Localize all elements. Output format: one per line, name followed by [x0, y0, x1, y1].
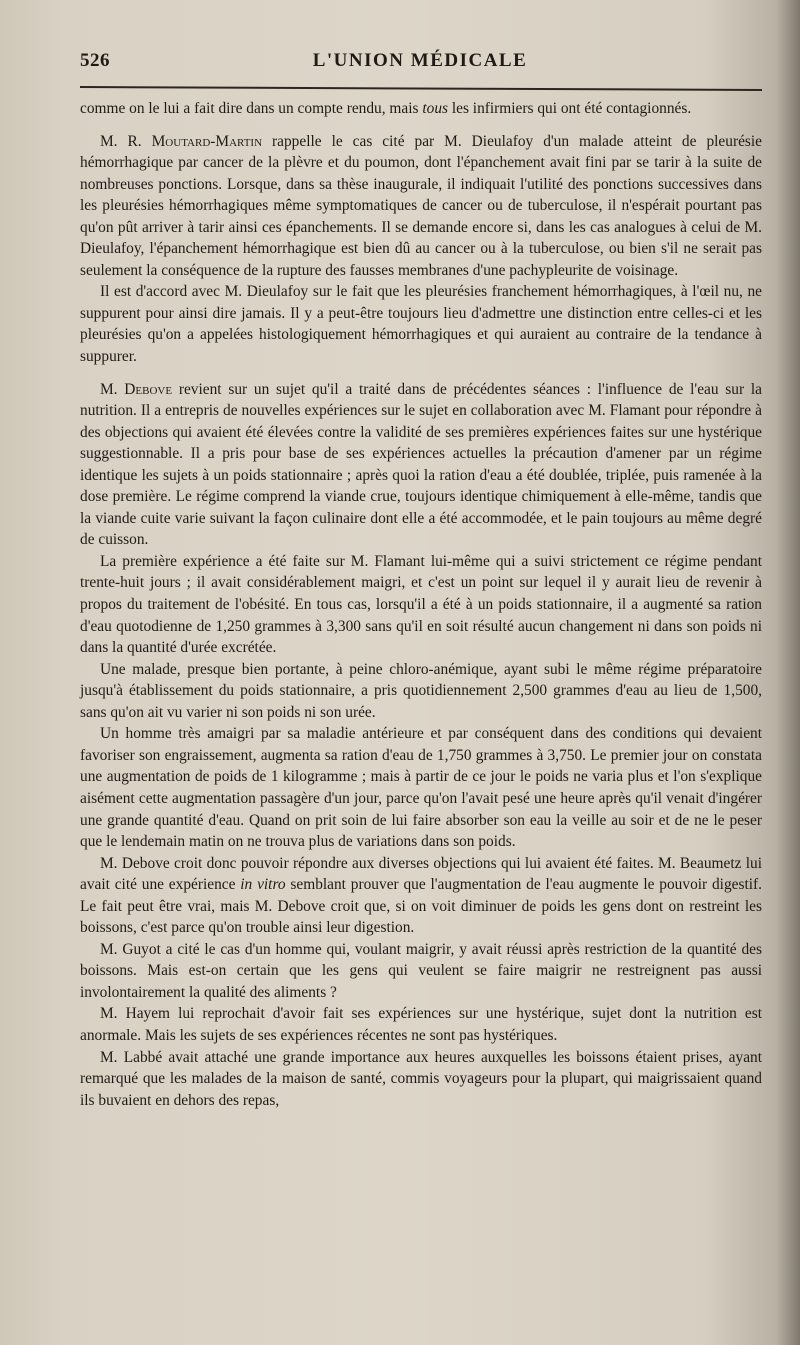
paragraph-text: comme on le lui a fait dire dans un compte rendu, mais	[80, 100, 423, 117]
paragraph-text: La première expérience a été faite sur M. Flamant lui-même qui a suivi strictement ce régime pendant trente-huit jours ; il avait considérablement maigri, et c'est un point sur lequel il y aurait lieu de revenir à propos du traitement de l'obésité. En tous cas, lorsqu'il a été à un poids stationnaire, il a augmenté sa ration d'eau quotodienne de 1,250 grammes à 3,300 sans qu'il en soit résulté aucun changement ni dans son poids ni dans la quantité d'urée excrétée.	[80, 552, 762, 657]
paragraph-first-experiment	[80, 551, 762, 659]
paragraph-labbe	[80, 1047, 762, 1112]
page-header	[80, 44, 760, 78]
paragraph-text: semblant prouver que l'augmentation de l'eau augmente le pouvoir digestif. Le fait peut être vrai, mais M. Debove croit que, si on voit diminuer de poids les gens dont on restreint les boissons, c'est parce qu'on trouble ainsi leur digestion.	[80, 876, 762, 937]
header-rule	[80, 86, 762, 91]
speaker-name: Moutard-Martin	[151, 132, 263, 150]
paragraph-text: M. Debove croit donc pouvoir répondre aux diverses objections qui lui avaient été faites. M. Beaumetz lui avait cité une expérience	[80, 854, 762, 894]
speaker-prefix: M. R.	[100, 132, 152, 150]
paragraph-pleuresies	[80, 281, 762, 367]
paragraph-malade	[80, 659, 762, 724]
article-body	[80, 98, 762, 1338]
paragraph-objections	[80, 853, 762, 939]
emphasis-text: tous	[422, 100, 449, 117]
paragraph-text: M. Labbé avait attaché une grande importance aux heures auxquelles les boissons étaient prises, ayant remarqué que les malades de la maison de santé, commis voyageurs pour la plupart, qui maigrissaient quand ils buvaient en dehors des repas,	[80, 1048, 762, 1109]
paragraph-text: Il est d'accord avec M. Dieulafoy sur le fait que les pleurésies franchement hémorrhagiques, à l'œil nu, ne suppurent pour ainsi dire jamais. Il y a peut-être toujours lieu d'admettre une distinction entre celles-ci et les pleurésies qu'on a appelées histologiquement hémorrhagiques et qui auraient au contraire de la tendance à suppurer.	[80, 283, 762, 366]
paragraph-homme-amaigri	[80, 723, 762, 852]
paragraph-hayem	[80, 1003, 762, 1046]
speaker-name: Debove	[124, 380, 173, 398]
paragraph-debove	[80, 379, 762, 551]
paragraph-text: revient sur un sujet qu'il a traité dans de précédentes séances : l'influence de l'eau sur la nutrition. Il a entrepris de nouvelles expériences sur le sujet en collaboration avec M. Flamant pour répondre à des objections qui avaient été élevées contre la validité de ses premières expériences faites sur une hystérique suggestionnable. Il a pris pour base de ses expériences actuelles la précaution d'amener par un régime identique les sujets à un poids stationnaire ; après quoi la ration d'eau a été doublée, triplée, puis ramenée à la dose première. Le régime comprend la viande crue, toujours identique chimiquement à elle-même, tandis que la viande cuite varie suivant la façon culinaire dont elle a été accommodée, et le pain toujours au même degré de cuisson.	[80, 380, 762, 549]
paragraph-guyot	[80, 939, 762, 1004]
emphasis-text: in vitro	[240, 876, 286, 894]
paragraph-continuation	[80, 98, 762, 120]
paragraph-text: rappelle le cas cité par M. Dieulafoy d'un malade atteint de pleurésie hémorrhagique par cancer de la plèvre et du poumon, dont l'épanchement avait fini par se tarir à la suite de nombreuses ponctions. Lorsque, dans sa thèse inaugurale, il indiquait l'utilité des ponctions successives dans les pleurésies hémorrhagiques même symptomatiques de cancer ou de tuberculose, il n'espérait pourtant pas qu'on pût arriver à tarir ainsi ces épanchements. Il se demande encore si, dans les cas analogues à celui de M. Dieulafoy, l'épanchement hémorrhagique est bien dû au cancer ou à la tuberculose, ou bien s'il ne serait pas seulement la conséquence de la rupture des fausses membranes d'une pachypleurite de voisinage.	[80, 132, 762, 279]
paragraph-moutard-martin	[80, 131, 762, 282]
paragraph-text: M. Hayem lui reprochait d'avoir fait ses expériences sur une hystérique, sujet dont la nutrition est anormale. Mais les sujets de ses expériences récentes ne sont pas hystériques.	[80, 1005, 762, 1044]
page-number: 526	[80, 50, 110, 71]
speaker-prefix: M.	[100, 380, 125, 398]
paragraph-text: Une malade, presque bien portante, à peine chloro-anémique, ayant subi le même régime préparatoire jusqu'à établissement du poids stationnaire, a pris quotidiennement 2,500 grammes d'eau au lieu de 1,500, sans qu'on ait vu varier ni son poids ni son urée.	[80, 660, 762, 721]
paragraph-text: les infirmiers qui ont été contagionnés.	[448, 100, 692, 117]
paragraph-text: M. Guyot a cité le cas d'un homme qui, voulant maigrir, y avait réussi après restriction de la quantité des boissons. Mais est-on certain que les gens qui veulent se faire maigrir ne restreignent pas aussi involontairement la qualité des aliments ?	[80, 940, 762, 1001]
paragraph-text: Un homme très amaigri par sa maladie antérieure et par conséquent dans des conditions qui devaient favoriser son engraissement, augmenta sa ration d'eau de 1,750 grammes à 3,750. Le premier jour on constata une augmentation de poids de 1 kilogramme ; mais à partir de ce jour le poids ne varia plus et l'on s'explique aisément cette augmentation passagère d'un jour, parce qu'on l'avait pesé une heure après qu'il venait d'ingérer une grande quantité d'eau. Quand on prit soin de lui faire absorber son eau la veille au soir et de ne le peser que le lendemain matin on ne trouva plus de variations dans son poids.	[80, 725, 762, 851]
running-title: L'UNION MÉDICALE	[312, 50, 528, 71]
